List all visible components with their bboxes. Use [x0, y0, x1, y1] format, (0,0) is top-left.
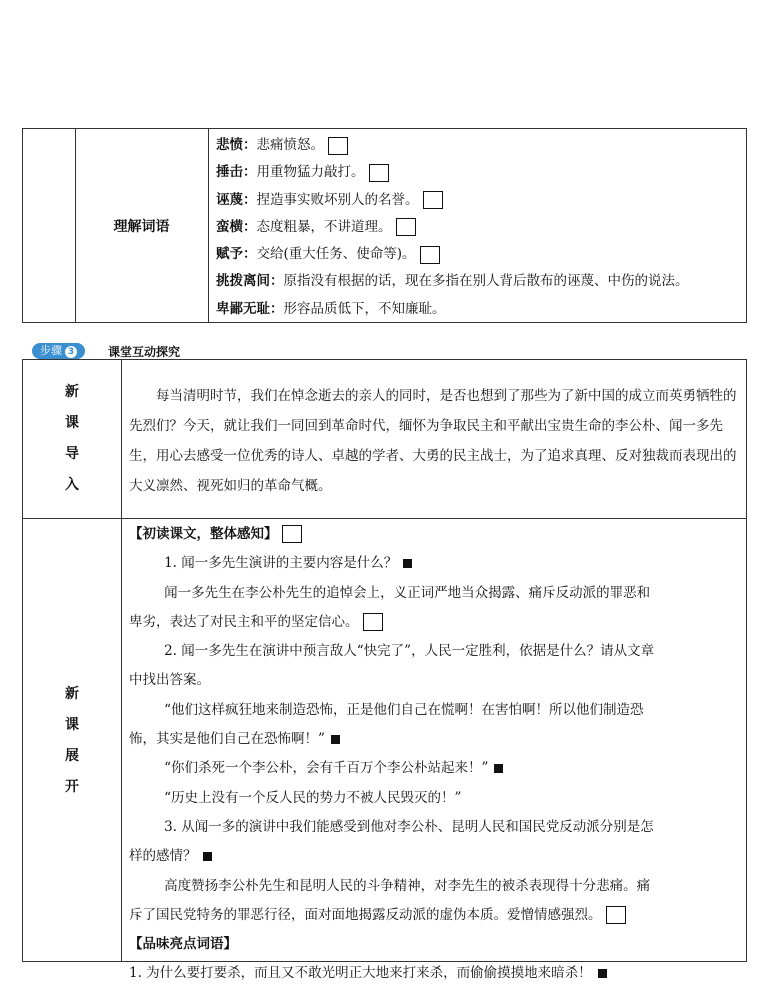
side-char: 新: [65, 685, 79, 702]
line-text: 1. 闻一多先生演讲的主要内容是什么？: [164, 555, 398, 572]
answer-checkbox[interactable]: [423, 191, 443, 209]
intro-side-label: [23, 360, 122, 518]
vocab-list: [216, 132, 740, 323]
vocab-empty-cell: [23, 129, 76, 322]
quote-line: [129, 696, 738, 725]
vocab-row: [216, 187, 740, 214]
vocab-row: [216, 296, 740, 323]
line-text: 1. 为什么要打要杀，而且又不敢光明正大地来打来杀，而偷偷摸摸地来暗杀！: [129, 965, 592, 982]
section-heading: [129, 930, 738, 959]
vocabulary-table: [22, 128, 747, 323]
vocab-term: 赋予：: [216, 246, 257, 263]
vocab-term: 卑鄙无耻：: [216, 300, 284, 317]
answer-line: [129, 872, 738, 901]
square-marker-icon: [403, 559, 412, 568]
answer-checkbox[interactable]: [420, 246, 440, 264]
line-text: “他们这样疯狂地来制造恐怖，正是他们自己在慌啊！在害怕啊！所以他们制造恐: [164, 701, 644, 718]
step-badge: [32, 343, 85, 359]
line-text: “历史上没有一个反人民的势力不被人民毁灭的！”: [164, 789, 462, 806]
vocab-row: [216, 159, 740, 186]
vocab-term: 蛮横：: [216, 218, 257, 235]
heading-text: 【品味亮点词语】: [129, 936, 237, 953]
line-text: 闻一多先生在李公朴先生的追悼会上，义正词严地当众揭露、痛斥反动派的罪恶和: [164, 584, 651, 601]
line-text: 卑劣，表达了对民主和平的坚定信心。: [129, 613, 359, 630]
question-line: [129, 959, 738, 988]
vocab-definition: 悲痛愤怒。: [256, 137, 324, 153]
vocab-category: 理解词语: [75, 129, 209, 322]
line-text: 中找出答案。: [129, 672, 210, 689]
side-char: 导: [65, 446, 79, 462]
step-title: 课堂互动探究: [108, 345, 181, 359]
vocab-term: 挑拨离间：: [216, 273, 284, 290]
answer-line: [129, 608, 738, 637]
vocab-definition: 捏造事实败坏别人的名誉。: [256, 191, 419, 208]
square-marker-icon: [598, 969, 607, 978]
line-text: 高度赞扬李公朴先生和昆明人民的斗争精神，对李先生的被杀表现得十分悲痛。痛: [164, 877, 651, 894]
question-line: [129, 637, 738, 666]
square-marker-icon: [203, 852, 212, 861]
section-heading: [129, 520, 738, 549]
side-char: 展: [65, 747, 79, 764]
question-line: [129, 666, 738, 695]
answer-checkbox[interactable]: [363, 613, 383, 631]
step-header: [22, 342, 747, 360]
line-text: 3. 从闻一多的演讲中我们能感受到他对李公朴、昆明人民和国民党反动派分别是怎: [164, 818, 654, 835]
answer-checkbox[interactable]: [282, 525, 302, 543]
square-marker-icon: [331, 735, 340, 744]
answer-checkbox[interactable]: [396, 218, 416, 236]
answer-checkbox[interactable]: [606, 906, 626, 924]
section-divider: [121, 518, 746, 519]
vocab-row: [216, 214, 740, 241]
answer-checkbox[interactable]: [369, 164, 389, 182]
step-number: 3: [65, 346, 77, 358]
side-char: 开: [65, 778, 79, 795]
heading-text: 【初读课文，整体感知】: [129, 526, 278, 542]
line-text: 怖，其实是他们自己在恐怖啊！”: [129, 731, 325, 748]
vocab-definition: 交给(重大任务、使命等)。: [256, 246, 416, 263]
answer-line: [129, 901, 738, 930]
expand-side-label: [23, 518, 122, 962]
question-line: [129, 813, 738, 842]
line-text: “你们杀死一个李公朴，会有千百万个李公朴站起来！”: [164, 760, 489, 777]
quote-line: [129, 784, 738, 813]
quote-line: [129, 725, 738, 754]
quote-line: [129, 754, 738, 783]
intro-paragraph: 每当清明时节，我们在悼念逝去的亲人的同时，是否也想到了那些为了新中国的成立而英勇牺牲的先烈们？今天，就让我们一同回到革命时代，缅怀为争取民主和平献出宝贵生命的李公朴、闻一多先生，用心去感受一位优秀的诗人、卓越的学者、大勇的民主战士，为了追求真理、反对独裁而表现出的大义凛然、视死如归的革命气概。: [129, 388, 737, 494]
vocab-row: [216, 241, 740, 268]
line-text: 样的感情？: [129, 848, 197, 865]
expand-content: [129, 520, 738, 989]
vocab-term: 捶击：: [216, 164, 257, 181]
line-text: 2. 闻一多先生在演讲中预言敌人“快完了”，人民一定胜利，依据是什么？请从文章: [164, 643, 655, 660]
step-label: 步骤: [40, 344, 62, 357]
vocab-row: [216, 268, 740, 295]
question-line: [129, 842, 738, 871]
vocab-row: [216, 132, 740, 159]
side-char: 新: [65, 384, 79, 400]
side-char: 入: [65, 477, 79, 493]
vocab-definition: 态度粗暴，不讲道理。: [256, 218, 392, 235]
vocab-definition: 形容品质低下，不知廉耻。: [283, 300, 446, 317]
vocab-definition: 用重物猛力敲打。: [256, 164, 365, 181]
answer-checkbox[interactable]: [328, 137, 348, 155]
line-text: 斥了国民党特务的罪恶行径，面对面地揭露反动派的虚伪本质。爱憎情感强烈。: [129, 906, 602, 923]
question-line: [129, 549, 738, 578]
side-char: 课: [65, 716, 79, 733]
vocab-term: 悲愤：: [216, 137, 257, 153]
lesson-table: [22, 360, 747, 982]
vocab-term: 诬蔑：: [216, 191, 257, 208]
answer-line: [129, 579, 738, 608]
square-marker-icon: [494, 764, 503, 773]
side-char: 课: [65, 415, 79, 431]
vocab-definition: 原指没有根据的话，现在多指在别人背后散布的诬蔑、中伤的说法。: [283, 273, 689, 290]
